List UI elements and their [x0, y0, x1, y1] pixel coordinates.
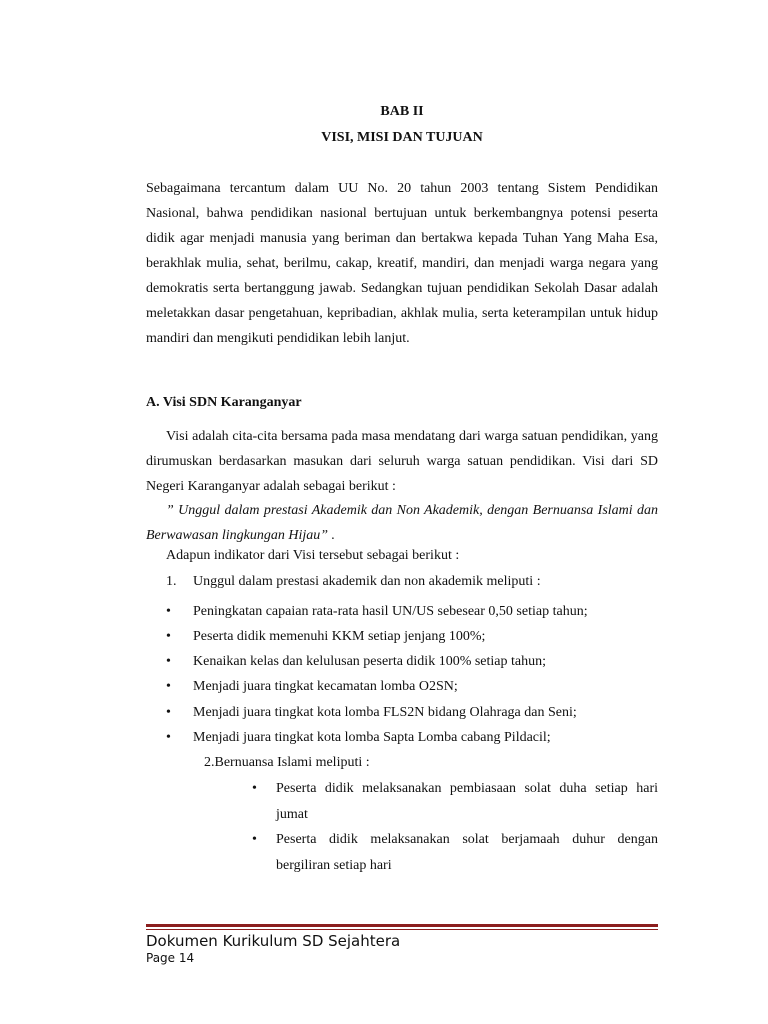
visi-statement: ” Unggul dalam prestasi Akademik dan Non Akademik, dengan Bernuansa Islami dan Berwawasan lingkungan Hijau” . [146, 503, 658, 543]
visi-intro-paragraph: Visi adalah cita-cita bersama pada masa mendatang dari warga satuan pendidikan, yang dirumuskan berdasarkan masukan dari seluruh warga satuan pendidikan. Visi dari SD Negeri Karanganyar adalah sebagai berikut : [146, 429, 658, 494]
chapter-title: VISI, MISI DAN TUJUAN [321, 130, 483, 145]
bullet-icon: • [166, 730, 171, 745]
footer-rule [146, 924, 658, 927]
item-text: Unggul dalam prestasi akademik dan non akademik meliputi : [193, 574, 541, 589]
footer-title: Dokumen Kurikulum SD Sejahtera [146, 932, 401, 950]
section-heading-visi: A. Visi SDN Karanganyar [146, 395, 302, 410]
footer-rule-thin [146, 929, 658, 930]
item-number: 1. [166, 574, 177, 589]
bullet-icon: • [166, 629, 171, 644]
list-item-text: Menjadi juara tingkat kota lomba FLS2N bidang Olahraga dan Seni; [193, 705, 577, 720]
list-item-text: Peserta didik memenuhi KKM setiap jenjang 100%; [193, 629, 486, 644]
list-item [252, 776, 658, 828]
numbered-item-2: 2.Bernuansa Islami meliputi : [204, 755, 370, 770]
chapter-number: BAB II [380, 104, 424, 119]
list-item-text: Menjadi juara tingkat kecamatan lomba O2SN; [193, 679, 458, 694]
bullet-icon: • [252, 781, 257, 796]
list-item [252, 827, 658, 879]
bullet-icon: • [166, 679, 171, 694]
list-item-text: Peserta didik melaksanakan solat berjamaah duhur dengan bergiliran setiap hari [276, 832, 658, 873]
list-item-text: Peserta didik melaksanakan pembiasaan solat duha setiap hari jumat [276, 781, 658, 822]
list-item-text: Peningkatan capaian rata-rata hasil UN/US sebesear 0,50 setiap tahun; [193, 604, 588, 619]
bullet-icon: • [166, 604, 171, 619]
bullet-icon: • [166, 654, 171, 669]
bullet-icon: • [166, 705, 171, 720]
page-number: Page 14 [146, 951, 195, 965]
list-item-text: Kenaikan kelas dan kelulusan peserta didik 100% setiap tahun; [193, 654, 547, 669]
indicator-intro: Adapun indikator dari Visi tersebut sebagai berikut : [166, 548, 460, 563]
bullet-icon: • [252, 832, 257, 847]
list-item-text: Menjadi juara tingkat kota lomba Sapta Lomba cabang Pildacil; [193, 730, 551, 745]
intro-paragraph: Sebagaimana tercantum dalam UU No. 20 tahun 2003 tentang Sistem Pendidikan Nasional, bahwa pendidikan nasional bertujuan untuk berkembangnya potensi peserta didik agar menjadi manusia yang beriman dan bertakwa kepada Tuhan Yang Maha Esa, berakhlak mulia, sehat, berilmu, cakap, kreatif, mandiri, dan menjadi warga negara yang demokratis serta bertanggung jawab. Sedangkan tujuan pendidikan Sekolah Dasar adalah meletakkan dasar pengetahuan, kepribadian, akhlak mulia, serta keterampilan untuk hidup mandiri dan mengikuti pendidikan lebih lanjut. [146, 181, 658, 346]
